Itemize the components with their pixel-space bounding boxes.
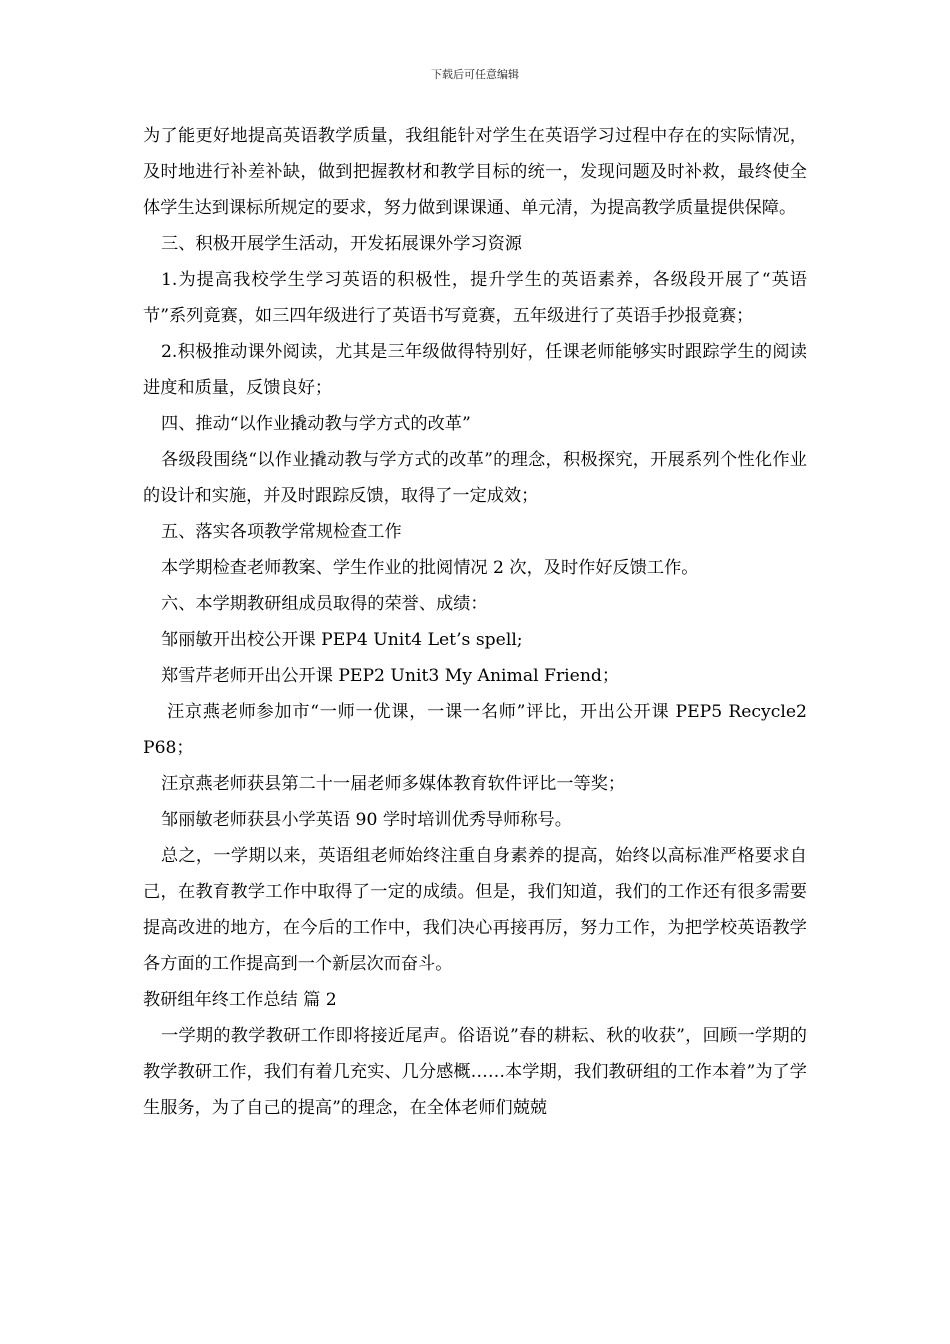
paragraph-homework-reform: 各级段围绕“以作业撬动教与学方式的改革”的理念，积极探究，开展系列个性化作业的设计和实施，并及时跟踪反馈，取得了一定成效； [143,450,807,506]
honor-item-5: 邹丽敏老师获县小学英语 90 学时培训优秀导师称号。 [161,810,572,830]
paragraph-item-2: 2.积极推动课外阅读，尤其是三年级做得特别好，任课老师能够实时跟踪学生的阅读进度和质量，反馈良好； [143,342,807,398]
section-title-part-2: 教研组年终工作总结 篇 2 [143,990,337,1010]
honor-item-3: 汪京燕老师参加市“一师一优课，一课一名师”评比，开出公开课 PEP5 Recycle2 P68； [143,702,807,758]
heading-section-3: 三、积极开展学生活动，开发拓展课外学习资源 [161,234,522,254]
honor-item-4: 汪京燕老师获县第二十一届老师多媒体教育软件评比一等奖； [161,774,626,794]
page-header: 下载后可任意编辑 [431,68,519,81]
honor-item-2: 郑雪芹老师开出公开课 PEP2 Unit3 My Animal Friend； [161,666,620,686]
paragraph-part-2-intro: 一学期的教学教研工作即将接近尾声。俗语说”春的耕耘、秋的收获”，回顾一学期的教学教研工作，我们有着几充实、几分感概……本学期，我们教研组的工作本着”为了学生服务，为了自己的提高”的理念，在全体老师们兢兢 [143,1026,807,1118]
paragraph-item-1: 1.为提高我校学生学习英语的积极性，提升学生的英语素养，各级段开展了“英语节”系列竟赛，如三四年级进行了英语书写竟赛，五年级进行了英语手抄报竟赛； [143,270,807,326]
honor-item-1: 邹丽敏开出校公开课 PEP4 Unit4 Let’s spell; [161,630,523,650]
paragraph-improve-quality: 为了能更好地提高英语教学质量，我组能针对学生在英语学习过程中存在的实际情况，及时地进行补差补缺，做到把握教材和教学目标的统一，发现问题及时补救，最终使全体学生达到课标所规定的要求，努力做到课课通、单元清，为提高教学质量提供保障。 [143,126,807,218]
document-body [143,118,807,1126]
heading-section-4: 四、推动“以作业撬动教与学方式的改革” [161,414,471,434]
heading-section-6: 六、本学期教研组成员取得的荣誉、成绩： [161,594,488,614]
heading-section-5: 五、落实各项教学常规检查工作 [161,522,402,542]
paragraph-summary: 总之，一学期以来，英语组老师始终注重自身素养的提高，始终以高标准严格要求自己，在教育教学工作中取得了一定的成绩。但是，我们知道，我们的工作还有很多需要提高改进的地方，在今后的工作中，我们决心再接再厉，努力工作，为把学校英语教学各方面的工作提高到一个新层次而奋斗。 [143,846,807,974]
paragraph-inspection: 本学期检查老师教案、学生作业的批阅情况 2 次，及时作好反馈工作。 [161,558,699,578]
